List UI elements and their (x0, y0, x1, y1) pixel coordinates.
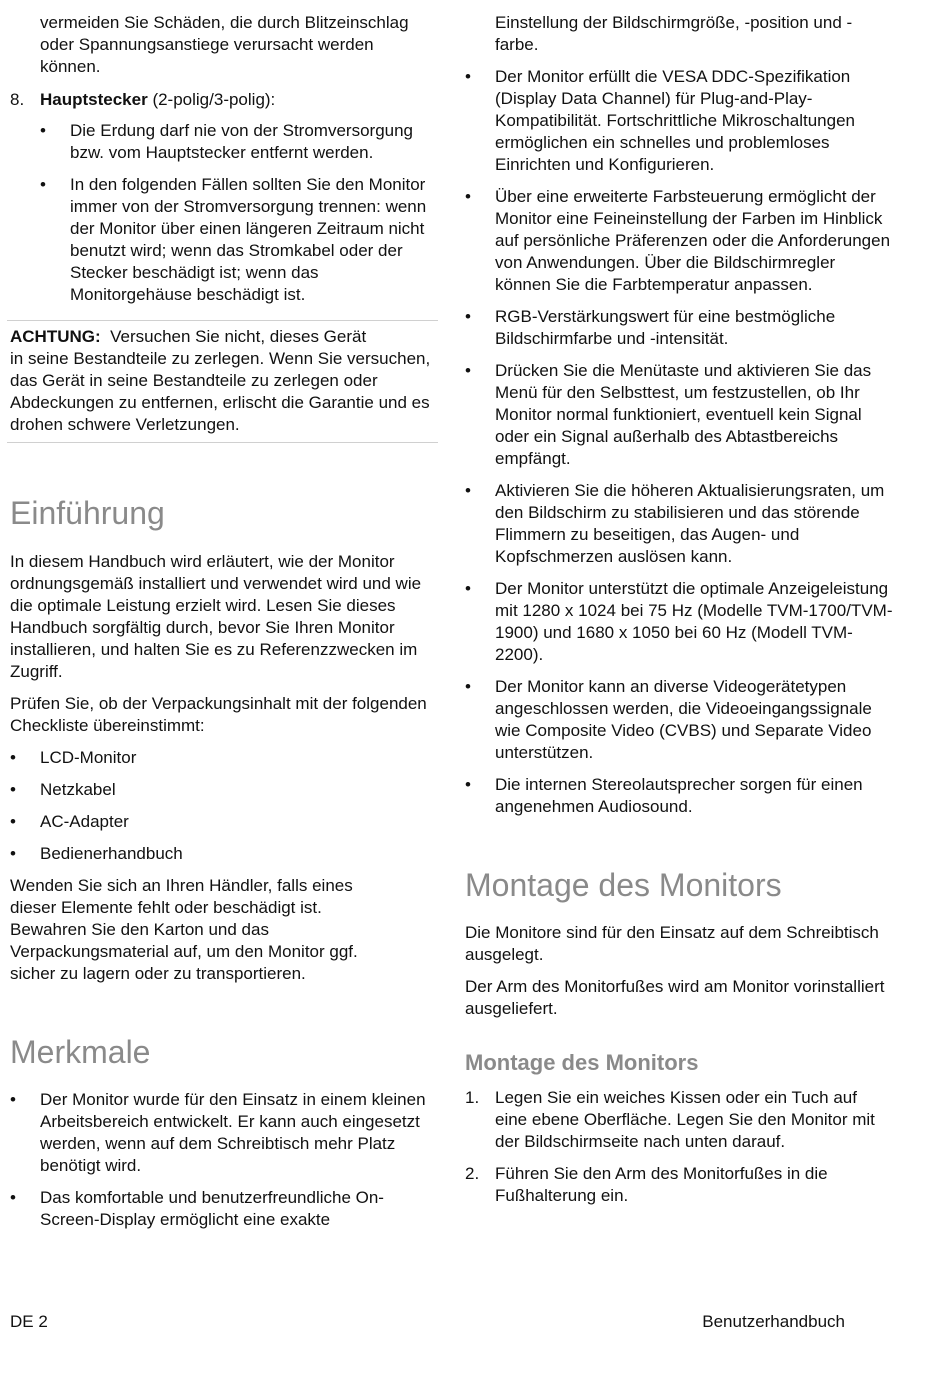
list-item-8 (10, 89, 438, 111)
item-text: Der Monitor erfüllt die VESA DDC-Spezifikation (Display Data Channel) für Plug-and-Play-Kompatibilität. Fortschrittliche Mikroschaltungen ermöglichen ein schnelles und problemloses Einrichten und Konfigurieren. (495, 67, 855, 174)
checklist-item (10, 779, 438, 801)
sub-list (10, 120, 438, 306)
item-text: Der Monitor unterstützt die optimale Anzeigeleistung mit 1280 x 1024 bei 75 Hz (Modelle TVM-1700/TVM-1900) und 1680 x 1050 bei 60 Hz (Modell TVM-2200). (495, 579, 893, 664)
item-text: AC-Adapter (40, 812, 129, 831)
list-item (465, 480, 893, 568)
right-column (465, 12, 893, 1207)
checklist-item (10, 747, 438, 769)
step-number: 1. (465, 1088, 480, 1107)
list-item (465, 774, 893, 818)
subheading-montage: Montage des Monitors (465, 1050, 699, 1075)
item-text: Über eine erweiterte Farbsteuerung ermöglicht der Monitor eine Feineinstellung der Farben im Hinblick auf persönliche Präferenzen oder die Anforderungen von Anwendungen. Über die Bildschirmregler können Sie die Farbtemperatur anpassen. (495, 187, 891, 294)
caution-text: Versuchen Sie nicht, dieses Gerät (100, 327, 367, 346)
item-text: Die Erdung darf nie von der Stromversorgung bzw. vom Hauptstecker entfernt werden. (70, 121, 414, 162)
bullet-icon: • (465, 307, 471, 326)
bullet-icon: • (10, 1188, 16, 1207)
paragraph: Einstellung der Bildschirmgröße, -position und -farbe. (495, 13, 853, 54)
item-text: Netzkabel (40, 780, 116, 799)
item-text: Führen Sie den Arm des Monitorfußes in die Fußhalterung ein. (495, 1164, 828, 1205)
bullet-icon: • (465, 481, 471, 500)
caution-note (10, 326, 438, 436)
item-text: Drücken Sie die Menütaste und aktivieren Sie das Menü für den Selbsttest, um festzustellen, ob Ihr Monitor normal funktioniert, eventuell kein Signal oder ein Signal außerhalb des Abtastbereichs empfängt. (495, 361, 872, 468)
checklist-item (10, 843, 438, 865)
bullet-icon: • (40, 121, 46, 140)
paragraph: Die Monitore sind für den Einsatz auf dem Schreibtisch ausgelegt. (465, 923, 879, 964)
bullet-icon: • (40, 175, 46, 194)
list-item (10, 1089, 438, 1177)
bullet-icon: • (10, 844, 16, 863)
page-number: DE 2 (10, 1312, 48, 1331)
list-item (40, 120, 438, 164)
bullet-icon: • (10, 1090, 16, 1109)
list-item (465, 306, 893, 350)
caution-text: in seine Bestandteile zu zerlegen. Wenn Sie versuchen, das Gerät in seine Bestandteile zu zerlegen oder Abdeckungen zu entfernen, erlischt die Garantie und es drohen schwere Verletzungen. (10, 349, 431, 434)
bullet-icon: • (465, 579, 471, 598)
bullet-icon: • (10, 748, 16, 767)
item-text: LCD-Monitor (40, 748, 137, 767)
heading-merkmale: Merkmale (10, 1034, 151, 1070)
bullet-icon: • (10, 780, 16, 799)
list-item (465, 360, 893, 470)
item-text: Der Monitor kann an diverse Videogerätetypen angeschlossen werden, die Videoeingangssignale wie Composite Video (CVBS) und Separate Video unterstützen. (495, 677, 872, 762)
bullet-icon: • (465, 187, 471, 206)
list-item (465, 186, 893, 296)
paragraph: Wenden Sie sich an Ihren Händler, falls eines dieser Elemente fehlt oder beschädigt ist. Bewahren Sie den Karton und das Verpackungsmaterial auf, um den Monitor ggf. sicher zu lagern oder zu transportieren. (10, 876, 358, 983)
bullet-icon: • (465, 775, 471, 794)
left-column (10, 12, 438, 1231)
item-text: Das komfortable und benutzerfreundliche On-Screen-Display ermöglicht eine exakte (40, 1188, 384, 1229)
item-text: Die internen Stereolautsprecher sorgen für einen angenehmen Audiosound. (495, 775, 863, 816)
step-number: 2. (465, 1164, 480, 1183)
heading-montage: Montage des Monitors (465, 867, 782, 903)
list-number: 8. (10, 90, 25, 109)
item-text: Legen Sie ein weiches Kissen oder ein Tuch auf eine ebene Oberfläche. Legen Sie den Monitor mit der Bildschirmseite nach unten darauf. (495, 1088, 875, 1151)
paragraph: Prüfen Sie, ob der Verpackungsinhalt mit der folgenden Checkliste übereinstimmt: (10, 694, 427, 735)
item-text: RGB-Verstärkungswert für eine bestmögliche Bildschirmfarbe und -intensität. (495, 307, 836, 348)
item-text: Aktivieren Sie die höheren Aktualisierungsraten, um den Bildschirm zu stabilisieren und das störende Flimmern zu beseitigen, das Augen- und Kopfschmerzen auslösen kann. (495, 481, 885, 566)
footer-title: Benutzerhandbuch (702, 1312, 845, 1331)
list-item (10, 1187, 438, 1231)
bullet-icon: • (465, 677, 471, 696)
list-item (40, 174, 438, 306)
checklist-item (10, 811, 438, 833)
item-text: (2-polig/3-polig): (147, 90, 276, 109)
item-text: Bedienerhandbuch (40, 844, 183, 863)
paragraph: Der Arm des Monitorfußes wird am Monitor vorinstalliert ausgeliefert. (465, 977, 885, 1018)
bullet-icon: • (465, 361, 471, 380)
step-item (465, 1087, 893, 1153)
list-item (465, 66, 893, 176)
paragraph: In diesem Handbuch wird erläutert, wie der Monitor ordnungsgemäß installiert und verwendet wird und wie die optimale Leistung erzielt wird. Lesen Sie dieses Handbuch sorgfältig durch, bevor Sie Ihren Monitor installieren, und halten Sie es zu Referenzzwecken im Zugriff. (10, 552, 422, 681)
item-text: Der Monitor wurde für den Einsatz in einem kleinen Arbeitsbereich entwickelt. Er kann auch eingesetzt werden, wenn auf dem Schreibtisch mehr Platz benötigt wird. (40, 1090, 426, 1175)
caution-label: ACHTUNG: (10, 327, 101, 346)
paragraph: vermeiden Sie Schäden, die durch Blitzeinschlag oder Spannungsanstiege verursacht werden können. (40, 13, 409, 76)
step-item (465, 1163, 893, 1207)
item-text: In den folgenden Fällen sollten Sie den Monitor immer von der Stromversorgung trennen: wenn der Monitor über einen längeren Zeitraum nicht benutzt wird; wenn das Stromkabel oder der Stecker beschädigt ist; wenn das Monitorgehäuse beschädigt ist. (70, 175, 427, 304)
heading-einfuehrung: Einführung (10, 495, 165, 531)
divider (7, 442, 438, 443)
list-item (465, 578, 893, 666)
divider (7, 320, 438, 321)
bullet-icon: • (10, 812, 16, 831)
bullet-icon: • (465, 67, 471, 86)
list-item (465, 676, 893, 764)
item-bold-label: Hauptstecker (40, 90, 148, 109)
